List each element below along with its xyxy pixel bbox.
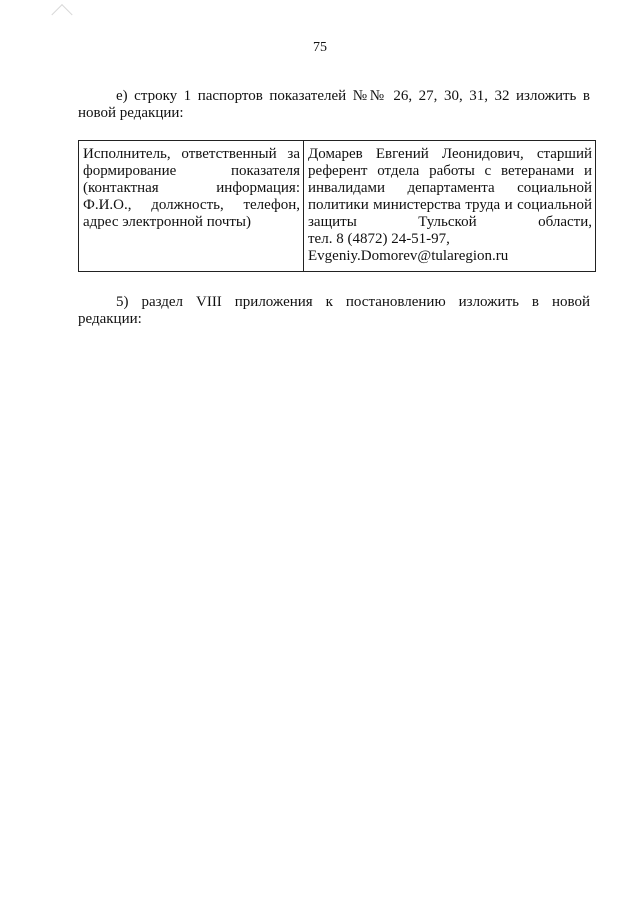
paragraph-5	[78, 294, 590, 328]
paragraph-e-line-2: новой редакции:	[78, 105, 184, 121]
value-line-7: Evgeniy.Domorev@tularegion.ru	[308, 248, 509, 264]
value-line-1: Домарев Евгений Леонидович, старший	[308, 146, 592, 162]
scan-corner-mark	[51, 4, 72, 25]
label-line-2: формирование показателя	[83, 163, 300, 179]
value-line-5: защиты Тульской области,	[308, 214, 592, 230]
value-line-4: политики министерства труда и социальной	[308, 197, 592, 213]
table-row	[79, 141, 596, 272]
paragraph-5-line-2: редакции:	[78, 311, 142, 327]
value-line-6: тел. 8 (4872) 24-51-97,	[308, 231, 450, 247]
table-cell-value	[304, 141, 596, 272]
indicator-passport-table	[78, 140, 596, 272]
label-line-1: Исполнитель, ответственный за	[83, 146, 300, 162]
label-line-4: Ф.И.О., должность, телефон,	[83, 197, 300, 213]
paragraph-e-line-1: е) строку 1 паспортов показателей №№ 26, 27, 30, 31, 32 изложить в	[116, 88, 590, 104]
value-line-2: референт отдела работы с ветеранами и	[308, 163, 592, 179]
paragraph-e	[78, 88, 590, 122]
page-number: 75	[313, 40, 327, 55]
table-cell-label	[79, 141, 304, 272]
label-line-5: адрес электронной почты)	[83, 214, 252, 230]
label-line-3: (контактная информация:	[83, 180, 300, 196]
paragraph-5-line-1: 5) раздел VIII приложения к постановлению изложить в новой	[116, 294, 590, 310]
value-line-3: инвалидами департамента социальной	[308, 180, 592, 196]
